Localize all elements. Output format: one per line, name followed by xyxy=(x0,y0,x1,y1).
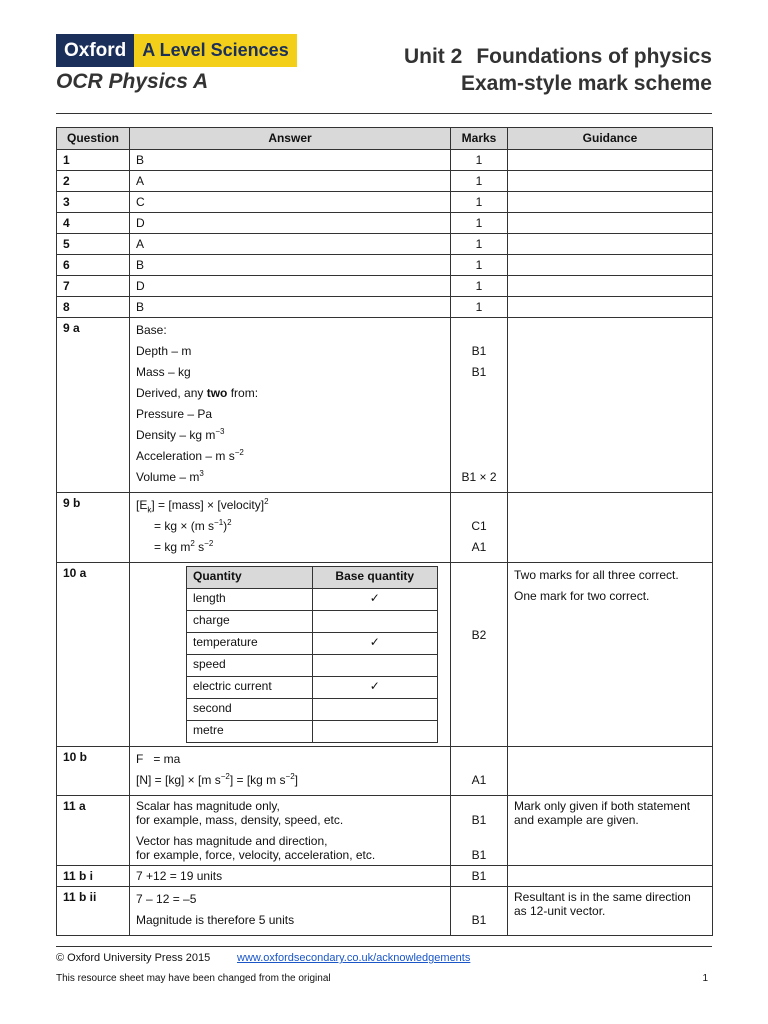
logo-series-text: A Level Sciences xyxy=(134,34,296,67)
marks-cell: 1 xyxy=(451,171,508,192)
line-spacer xyxy=(136,827,444,834)
bold-emphasis: two xyxy=(206,386,228,400)
answer-cell xyxy=(130,887,451,936)
mark-line: B1 xyxy=(471,913,487,927)
table-row xyxy=(57,297,713,318)
document-title: Exam-style mark scheme xyxy=(461,72,712,95)
table-row-9b xyxy=(57,493,713,563)
marks-cell: 1 xyxy=(451,213,508,234)
marks-cell: 1 xyxy=(451,192,508,213)
guidance-cell xyxy=(508,747,713,796)
answer-cell: A xyxy=(130,234,451,255)
header-answer: Answer xyxy=(130,128,451,150)
mark-spacer xyxy=(457,447,501,468)
question-number: 2 xyxy=(57,171,130,192)
table-row xyxy=(57,171,713,192)
check-icon: ✓ xyxy=(312,589,438,611)
mark-spacer xyxy=(457,750,501,771)
question-number: 9 b xyxy=(57,493,130,563)
quantity-cell: length xyxy=(187,589,313,611)
table-header-row xyxy=(57,128,713,150)
table-row xyxy=(57,276,713,297)
marks-cell xyxy=(451,493,508,563)
text-fragment: from: xyxy=(227,386,259,400)
guidance-cell xyxy=(508,276,713,297)
text-fragment: ] = [kg m s xyxy=(229,773,286,787)
table-row xyxy=(57,192,713,213)
mark-line: A1 xyxy=(471,540,487,554)
guidance-cell xyxy=(508,213,713,234)
text-fragment: = kg m xyxy=(154,540,191,554)
exponent: 2 xyxy=(190,539,195,548)
table-row-11a xyxy=(57,796,713,866)
answer-line: Magnitude is therefore 5 units xyxy=(136,913,295,927)
text-fragment: ) xyxy=(223,519,228,533)
inner-header-base: Base quantity xyxy=(312,567,438,589)
answer-cell: B xyxy=(130,297,451,318)
text-fragment: s xyxy=(194,540,205,554)
inner-header-quantity: Quantity xyxy=(187,567,313,589)
course-subtitle: OCR Physics A xyxy=(56,70,209,93)
marks-cell xyxy=(451,796,508,866)
exponent: −2 xyxy=(285,772,295,781)
marks-cell: 1 xyxy=(451,150,508,171)
guidance-cell: Mark only given if both statement and example are given. xyxy=(508,796,713,866)
exponent: −2 xyxy=(204,539,214,548)
question-number: 10 b xyxy=(57,747,130,796)
text-fragment: [E xyxy=(136,498,148,512)
acknowledgements-link[interactable]: www.oxfordsecondary.co.uk/acknowledgements xyxy=(237,952,471,964)
answer-cell: D xyxy=(130,213,451,234)
text-fragment: Acceleration – m s xyxy=(136,449,235,463)
answer-cell: D xyxy=(130,276,451,297)
question-number: 3 xyxy=(57,192,130,213)
mark-spacer xyxy=(457,384,501,405)
table-row-10b xyxy=(57,747,713,796)
base-cell xyxy=(312,721,438,743)
quantity-cell: second xyxy=(187,699,313,721)
answer-line xyxy=(136,447,444,468)
text-fragment: = kg × (m s xyxy=(154,519,215,533)
answer-line: 7 – 12 = –5 xyxy=(136,892,197,906)
text-fragment: Volume – m xyxy=(136,470,200,484)
header-marks: Marks xyxy=(451,128,508,150)
marks-cell: B1 xyxy=(451,866,508,887)
answer-line xyxy=(136,496,444,517)
answer-line xyxy=(136,517,444,538)
page-number: 1 xyxy=(702,973,708,984)
answer-line: Depth – m xyxy=(136,344,192,358)
question-number: 9 a xyxy=(57,318,130,493)
text-fragment: ] xyxy=(294,773,298,787)
mark-line: B2 xyxy=(471,628,487,642)
exponent: 2 xyxy=(227,518,232,527)
subscript: k xyxy=(147,505,152,515)
marks-cell: 1 xyxy=(451,297,508,318)
exponent: −1 xyxy=(214,518,224,527)
header-question: Question xyxy=(57,128,130,150)
base-quantity-table xyxy=(186,566,438,743)
check-icon: ✓ xyxy=(312,633,438,655)
answer-cell xyxy=(130,563,451,747)
guidance-cell xyxy=(508,866,713,887)
answer-cell: 7 +12 = 19 units xyxy=(130,866,451,887)
answer-cell: B xyxy=(130,150,451,171)
question-number: 11 b i xyxy=(57,866,130,887)
guidance-cell xyxy=(508,563,713,747)
quantity-cell: electric current xyxy=(187,677,313,699)
base-cell xyxy=(312,699,438,721)
exponent: −2 xyxy=(220,772,230,781)
quantity-cell: metre xyxy=(187,721,313,743)
guidance-cell xyxy=(508,297,713,318)
answer-line: Scalar has magnitude only, xyxy=(136,799,280,813)
question-number: 10 a xyxy=(57,563,130,747)
table-row-11bi xyxy=(57,866,713,887)
guidance-cell: Resultant is in the same direction as 12-unit vector. xyxy=(508,887,713,936)
answer-cell xyxy=(130,318,451,493)
mark-spacer xyxy=(457,321,501,342)
marks-cell xyxy=(451,887,508,936)
mark-spacer xyxy=(457,566,501,628)
mark-line: B1 xyxy=(471,344,487,358)
answer-cell: C xyxy=(130,192,451,213)
guidance-line: Two marks for all three correct. xyxy=(514,568,679,582)
exponent: −2 xyxy=(234,448,244,457)
unit-title: Foundations of physics xyxy=(476,45,712,68)
marks-cell: 1 xyxy=(451,234,508,255)
text-fragment: Density – kg m xyxy=(136,428,216,442)
answer-line: for example, mass, density, speed, etc. xyxy=(136,813,344,827)
answer-line: Pressure – Pa xyxy=(136,407,213,421)
guidance-cell xyxy=(508,234,713,255)
guidance-cell xyxy=(508,192,713,213)
exponent: 2 xyxy=(264,497,269,506)
mark-line: C1 xyxy=(471,519,487,533)
unit-number: Unit 2 xyxy=(403,45,463,68)
table-row xyxy=(57,255,713,276)
table-row-10a xyxy=(57,563,713,747)
guidance-cell xyxy=(508,171,713,192)
inner-row xyxy=(187,699,438,721)
text-fragment: Derived, any xyxy=(136,386,207,400)
table-row-11bii xyxy=(57,887,713,936)
mark-spacer xyxy=(457,426,501,447)
answer-line xyxy=(136,468,444,489)
inner-row xyxy=(187,633,438,655)
table-row xyxy=(57,213,713,234)
marks-cell: 1 xyxy=(451,255,508,276)
answer-cell: B xyxy=(130,255,451,276)
change-notice: This resource sheet may have been changed from the original xyxy=(56,973,331,984)
answer-line: for example, force, velocity, acceleration, etc. xyxy=(136,848,376,862)
quantity-cell: speed xyxy=(187,655,313,677)
mark-spacer xyxy=(457,834,501,848)
question-number: 5 xyxy=(57,234,130,255)
question-number: 8 xyxy=(57,297,130,318)
answer-cell xyxy=(130,747,451,796)
question-number: 1 xyxy=(57,150,130,171)
inner-row xyxy=(187,677,438,699)
question-number: 4 xyxy=(57,213,130,234)
text-fragment: [N] = [kg] × [m s xyxy=(136,773,221,787)
mark-scheme-table xyxy=(56,127,713,936)
line-spacer xyxy=(457,827,501,834)
answer-line xyxy=(136,538,444,559)
oxford-logo xyxy=(56,34,297,67)
question-number: 6 xyxy=(57,255,130,276)
footer-divider xyxy=(56,946,712,947)
answer-line xyxy=(136,426,444,447)
mark-line: A1 xyxy=(471,773,487,787)
guidance-line: One mark for two correct. xyxy=(514,589,650,603)
guidance-cell xyxy=(508,255,713,276)
exponent: 3 xyxy=(199,469,204,478)
inner-row xyxy=(187,589,438,611)
copyright-notice: © Oxford University Press 2015 xyxy=(56,952,211,964)
mark-spacer xyxy=(457,799,501,813)
marks-cell xyxy=(451,747,508,796)
mark-line: B1 xyxy=(471,813,487,827)
marks-cell xyxy=(451,318,508,493)
inner-row xyxy=(187,721,438,743)
table-row-9a xyxy=(57,318,713,493)
guidance-cell xyxy=(508,150,713,171)
marks-cell: 1 xyxy=(451,276,508,297)
answer-cell xyxy=(130,796,451,866)
answer-line: Mass – kg xyxy=(136,365,191,379)
header-divider xyxy=(56,113,712,114)
base-cell xyxy=(312,655,438,677)
quantity-cell: charge xyxy=(187,611,313,633)
mark-spacer xyxy=(457,890,501,911)
mark-line: B1 × 2 xyxy=(461,470,497,484)
base-cell xyxy=(312,611,438,633)
exponent: −3 xyxy=(215,427,225,436)
answer-line: Vector has magnitude and direction, xyxy=(136,834,328,848)
answer-line: Base: xyxy=(136,323,167,337)
text-fragment: ] = [mass] × [velocity] xyxy=(151,498,265,512)
answer-line xyxy=(136,384,444,405)
answer-cell: A xyxy=(130,171,451,192)
answer-cell xyxy=(130,493,451,563)
mark-spacer xyxy=(457,496,501,517)
inner-row xyxy=(187,611,438,633)
logo-oxford-text: Oxford xyxy=(56,34,134,67)
document-heading xyxy=(404,43,712,97)
guidance-cell xyxy=(508,493,713,563)
inner-row xyxy=(187,655,438,677)
mark-line: B1 xyxy=(471,848,487,862)
marks-cell xyxy=(451,563,508,747)
check-icon: ✓ xyxy=(312,677,438,699)
guidance-cell xyxy=(508,318,713,493)
quantity-cell: temperature xyxy=(187,633,313,655)
table-row xyxy=(57,234,713,255)
table-row xyxy=(57,150,713,171)
answer-line: F = ma xyxy=(136,752,181,766)
mark-spacer xyxy=(457,405,501,426)
mark-line: B1 xyxy=(471,365,487,379)
header-guidance: Guidance xyxy=(508,128,713,150)
question-number: 7 xyxy=(57,276,130,297)
question-number: 11 a xyxy=(57,796,130,866)
question-number: 11 b ii xyxy=(57,887,130,936)
answer-line xyxy=(136,771,444,792)
